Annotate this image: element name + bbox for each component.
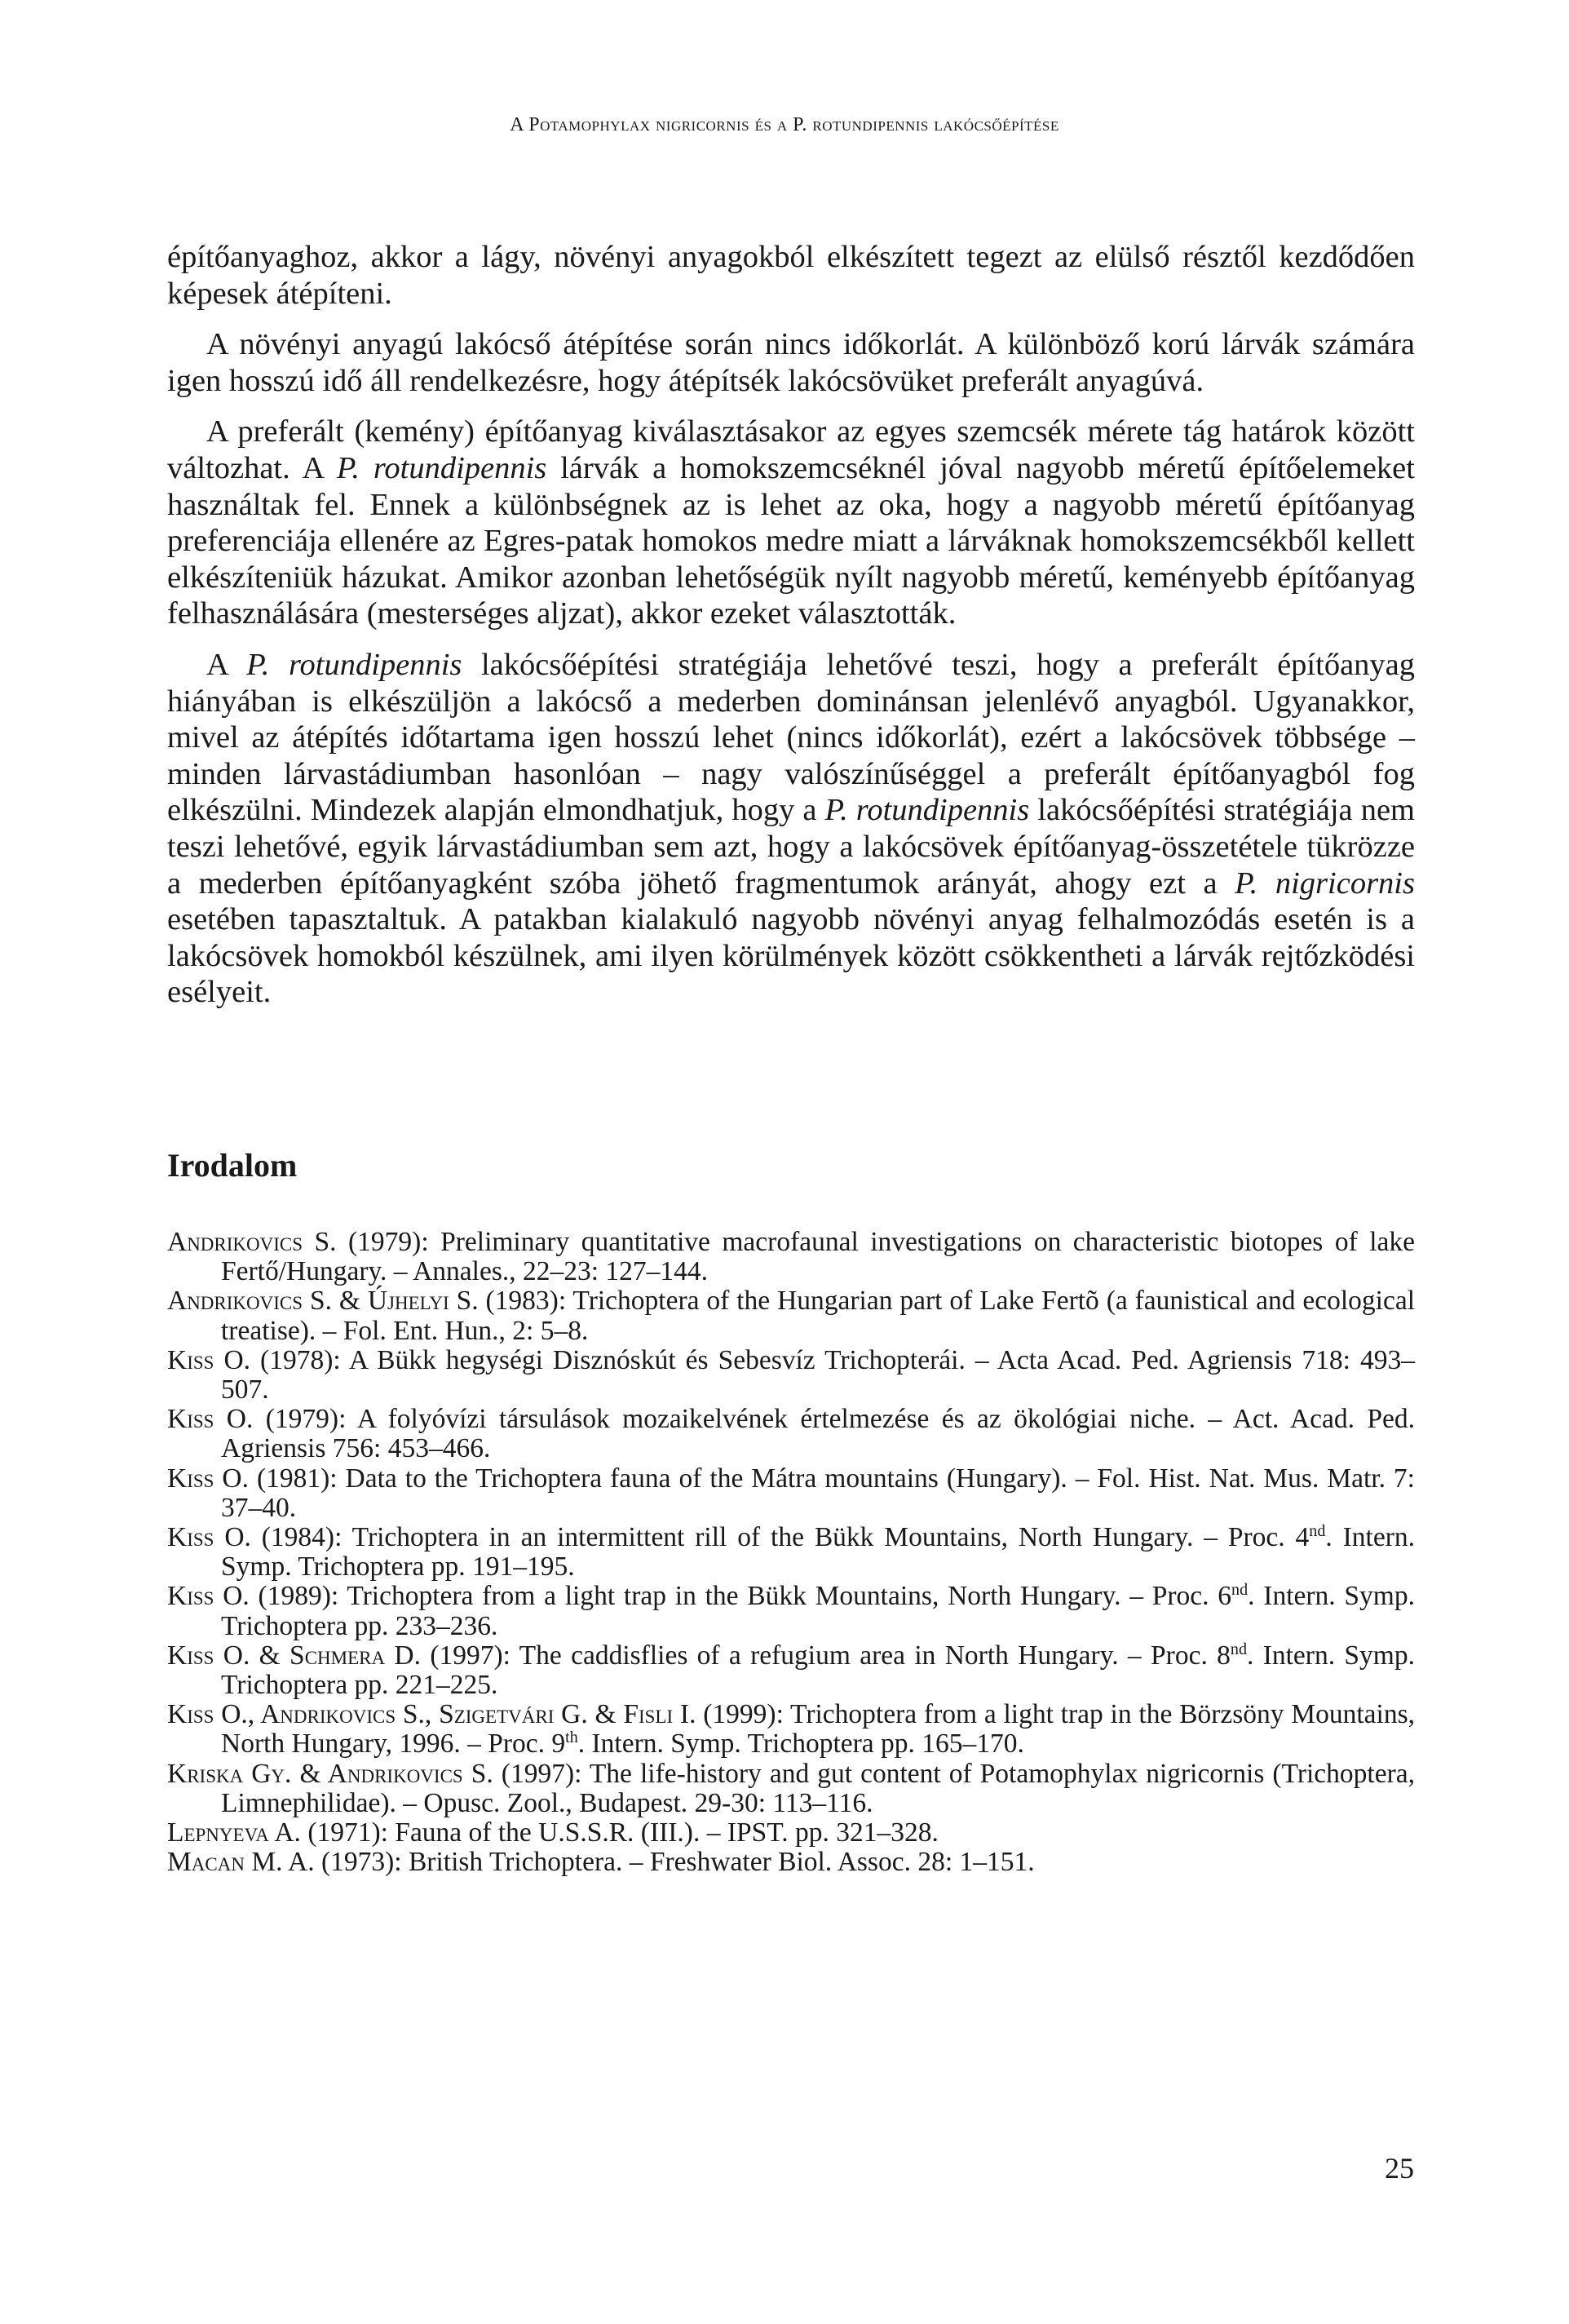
section-heading: Irodalom: [167, 1147, 298, 1184]
paragraph-4: A P. rotundipennis lakócsőépítési stratégiája lehetővé teszi, hogy a preferált építőanyag hiányában is elkészüljön a lakócső a mederben dominánsan jelenlévő anyagból. Ugyanakkor, mivel az átépítés időtartama igen hosszú lehet (nincs időkorlát), ezért a lakócsövek többsége – minden lárvastádiumban hasonlóan – nagy valószínűséggel a preferált építőanyagból fog elkészülni. Mindezek alapján elmondhatjuk, hogy a P. rotundipennis lakócsőépítési stratégiája nem teszi lehetővé, egyik lárvastádiumban sem azt, hogy a lakócsövek építőanyag-összetétele tükrözze a mederben építőanyagként szóba jöhető fragmentumok arányát, ahogy ezt a P. nigricornis esetében tapasztaltuk. A patakban kialakuló nagyobb növényi anyag felhalmozódás esetén is a lakócsövek homokból készülnek, ami ilyen körülmények között csökkentheti a lárvák rejtőzködési esélyeit.: [167, 647, 1415, 1010]
species-name: P. nigricornis: [1235, 865, 1415, 901]
reference-item: Kriska Gy. & Andrikovics S. (1997): The life-history and gut content of Potamophylax nigricornis (Trichoptera, Limnephilidae). – Opusc. Zool., Budapest. 29-30: 113–116.: [167, 1758, 1415, 1818]
reference-item: Kiss O. (1978): A Bükk hegységi Disznóskút és Sebesvíz Trichopterái. – Acta Acad. Ped. Agriensis 718: 493–507.: [167, 1344, 1415, 1405]
reference-item: Kiss O., Andrikovics S., Szigetvári G. & Fisli I. (1999): Trichoptera from a light trap in the Börzsöny Mountains, North Hungary, 1996. – Proc. 9th. Intern. Symp. Trichoptera pp. 165–170.: [167, 1699, 1415, 1760]
reference-item: Kiss O. (1989): Trichoptera from a light trap in the Bükk Mountains, North Hungary. – Proc. 6nd. Intern. Symp. Trichoptera pp. 233–236.: [167, 1581, 1415, 1641]
page-number: 25: [1385, 2152, 1414, 2185]
paragraph-3: A preferált (kemény) építőanyag kiválasztásakor az egyes szemcsék mérete tág határok között változhat. A P. rotundipennis lárvák a homokszemcséknél jóval nagyobb méretű építőelemeket használtak fel. Ennek a különbségnek az is lehet az oka, hogy a nagyobb méretű építőanyag preferenciája ellenére az Egres-patak homokos medre miatt a lárváknak homokszemcsékből kellett elkészíteniük házukat. Amikor azonban lehetőségük nyílt nagyobb méretű, keményebb építőanyag felhasználására (mesterséges aljzat), akkor ezeket választották.: [167, 414, 1415, 631]
species-name: P. rotundipennis: [336, 450, 547, 485]
reference-item: Kiss O. (1981): Data to the Trichoptera fauna of the Mátra mountains (Hungary). – Fol. Hist. Nat. Mus. Matr. 7: 37–40.: [167, 1463, 1415, 1523]
species-name: P. rotundipennis: [246, 647, 462, 682]
reference-item: Lepnyeva A. (1971): Fauna of the U.S.S.R. (III.). – IPST. pp. 321–328.: [167, 1817, 939, 1848]
reference-list: [167, 1228, 1415, 1877]
reference-item: Kiss O. & Schmera D. (1997): The caddisflies of a refugium area in North Hungary. – Proc. 8nd. Intern. Symp. Trichoptera pp. 221–225.: [167, 1640, 1415, 1701]
reference-item: Kiss O. (1984): Trichoptera in an intermittent rill of the Bükk Mountains, North Hungary. – Proc. 4nd. Intern. Symp. Trichoptera pp. 191–195.: [167, 1521, 1415, 1583]
paragraph-1: építőanyaghoz, akkor a lágy, növényi anyagokból elkészített tegezt az elülső résztől kezdődően képesek átépíteni.: [167, 240, 1415, 311]
paragraph-2: A növényi anyagú lakócső átépítése során nincs időkorlát. A különböző korú lárvák számára igen hosszú idő áll rendelkezésre, hogy átépítsék lakócsövüket preferált anyagúvá.: [167, 327, 1415, 398]
reference-item: Andrikovics S. & Újhelyi S. (1983): Trichoptera of the Hungarian part of Lake Fertõ (a faunistical and ecological treatise). – Fol. Ent. Hun., 2: 5–8.: [167, 1286, 1416, 1346]
reference-item: Andrikovics S. (1979): Preliminary quantitative macrofaunal investigations on characteristic biotopes of lake Fertő/Hungary. – Annales., 22–23: 127–144.: [167, 1227, 1416, 1287]
reference-item: Kiss O. (1979): A folyóvízi társulások mozaikelvének értelmezése és az ökológiai niche. – Act. Acad. Ped. Agriensis 756: 453–466.: [167, 1404, 1415, 1464]
body-text: [167, 239, 1415, 1025]
species-name: P. rotundipennis: [824, 793, 1030, 828]
reference-item: Macan M. A. (1973): British Trichoptera. – Freshwater Biol. Assoc. 28: 1–151.: [167, 1847, 1035, 1878]
running-head: A Potamophylax nigricornis és a P. rotundipennis lakócsőépítése: [510, 114, 1059, 135]
